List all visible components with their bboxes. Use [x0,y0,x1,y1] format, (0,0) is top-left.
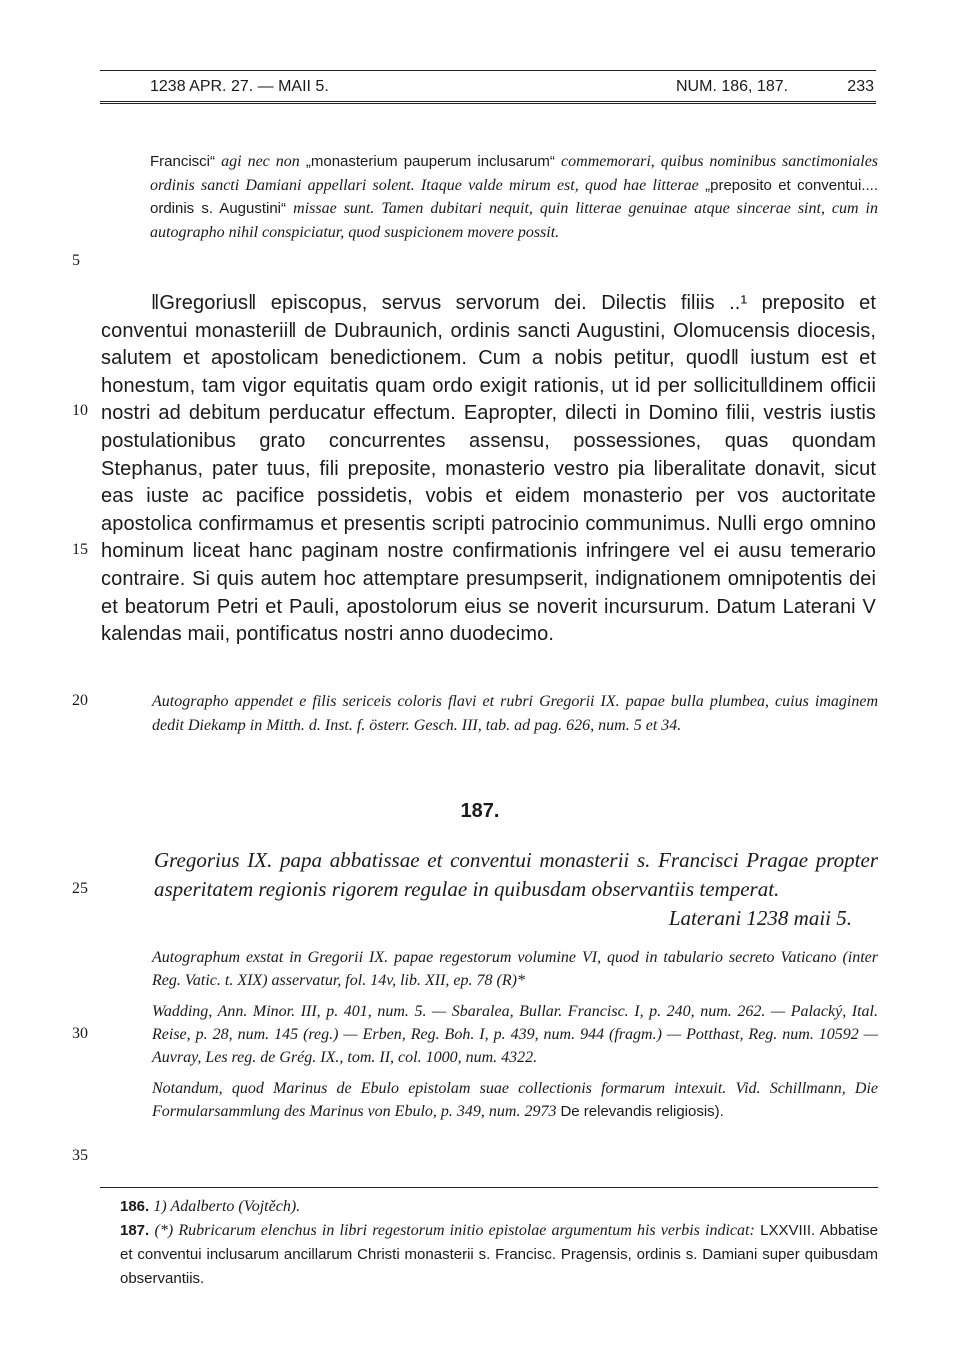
line-number-25: 25 [72,880,88,897]
intro-segment: „monasterium pauperum inclusarum“ [305,153,555,170]
footnote-number: 186. [120,1198,150,1215]
source-note: Autographum exstat in Gregorii IX. papae regestorum volumine VI, quod in tabulario secreto Vaticano (inter Reg. Vatic. t. XIX) asservatur, fol. 14v, lib. XII, ep. 78 (R)* [152,949,878,989]
apparatus-notes [152,946,878,1131]
remark-note [152,1077,878,1123]
line-number-10: 10 [72,402,88,419]
footnote-text: LXXVIII. Abbatise et conventui inclusarum ancillarum Christi monasterii s. Francisc. Pragensis, ordinis s. Damiani super quibusdam observantiis. [120,1222,879,1287]
page-number: 233 [847,78,874,95]
header-date-range: 1238 APR. 27. — MAII 5. [150,78,329,95]
editorial-introduction [150,150,878,244]
line-number-30: 30 [72,1025,88,1042]
footnote-187 [120,1219,878,1291]
line-number-15: 15 [72,541,88,558]
footnote-186 [120,1195,878,1219]
regest-date: Laterani 1238 maii 5. [668,906,852,930]
line-number-20: 20 [72,692,88,709]
header-bottom-rule [100,101,876,104]
intro-segment: commemorari, quibus nominibus sanctimoniales ordinis sancti Damiani appellari solent. Itaque valde mirum est, quod hae litterae [150,153,879,194]
remark-upright: De relevandis religiosis). [560,1103,724,1120]
header-top-rule [100,70,876,71]
seal-note: Autographo appendet e filis sericeis coloris flavi et rubri Gregorii IX. papae bulla plumbea, cuius imaginem dedit Diekamp in Mitth. d. Inst. f. österr. Gesch. III, tab. ad pag. 626, num. 5 et 34. [152,693,878,734]
running-header [128,78,874,100]
line-number-5: 5 [72,252,80,269]
footnote-number: 187. [120,1222,150,1239]
footnote-rule [100,1187,878,1188]
intro-segment: „preposito et conventui.... ordinis s. Augustini“ [150,176,879,217]
intro-segment: agi nec non [221,153,300,170]
line-number-35: 35 [72,1147,88,1164]
intro-segment: Francisci“ [150,153,216,170]
remark-italic: Notandum, quod Marinus de Ebulo epistolam suae collectionis formarum intexuit. Vid. Schillmann, Die Formularsammlung des Marinus von Ebulo, p. 349, num. 2973 [152,1080,878,1120]
document-number: 187. [460,800,500,822]
intro-segment: missae sunt. Tamen dubitari nequit, quin litterae genuinae atque sincerae sint, cum in autographo nihil conspiciatur, quod suspicionem movere possit. [150,200,878,241]
literature-note: Wadding, Ann. Minor. III, p. 401, num. 5. — Sbaralea, Bullar. Francisc. I, p. 240, num. 262. — Palacký, Ital. Reise, p. 28, num. 145 (reg.) — Erben, Reg. Boh. I, p. 439, num. 944 (fragm.) — Potthast, Reg. num. 10592 — Auvray, Les reg. de Grég. IX., tom. II, col. 1000, num. 4322. [152,1003,878,1066]
footnote-italic: (*) Rubricarum elenchus in libri regestorum initio epistolae argumentum his verbis indicat: [154,1222,755,1239]
regest-text: Gregorius IX. papa abbatissae et conventui monasterii s. Francisci Pragae propter asperitatem regionis rigorem regulae in quibusdam observantiis temperat. [154,848,878,901]
footnote-text: 1) Adalberto (Vojtěch). [153,1198,301,1215]
regest-summary [102,846,878,933]
header-document-numbers: NUM. 186, 187. [676,78,789,95]
charter-text [101,290,876,649]
charter-paragraph: ‖Gregorius‖ episcopus, servus servorum dei. Dilectis filiis ..¹ preposito et conventui monasterii‖ de Dubraunich, ordinis sancti Augustini, Olomucensis diocesis, salutem et apostolicam benedictionem. Cum a nobis petitur, quod‖ iustum est et honestum, tam vigor equitatis quam ordo exigit rationis, ut id per sollicitu‖dinem officii nostri ad debitum perducatur effectum. Eapropter, dilecti in Domino filii, vestris iustis postulationibus grato concurrentes assensu, possessiones, quas quondam Stephanus, pater tuus, fili preposite, monasterio vestro pia liberalitate donavit, sicut eas iuste ac pacifice possidetis, vobis et eidem monasterio per vos auctoritate apostolica confirmamus et presentis scripti patrocinio communimus. Nulli ergo omnino hominum liceat hanc paginam nostre confirmationis infringere vel ei ausu temerario contraire. Si quis autem hoc attemptare presumpserit, indignationem omnipotentis dei et beatorum Petri et Pauli, apostolorum eius se noverit incursurum. Datum Laterani V kalendas maii, pontificatus nostri anno duodecimo. [101,292,876,646]
footnotes [120,1195,878,1291]
